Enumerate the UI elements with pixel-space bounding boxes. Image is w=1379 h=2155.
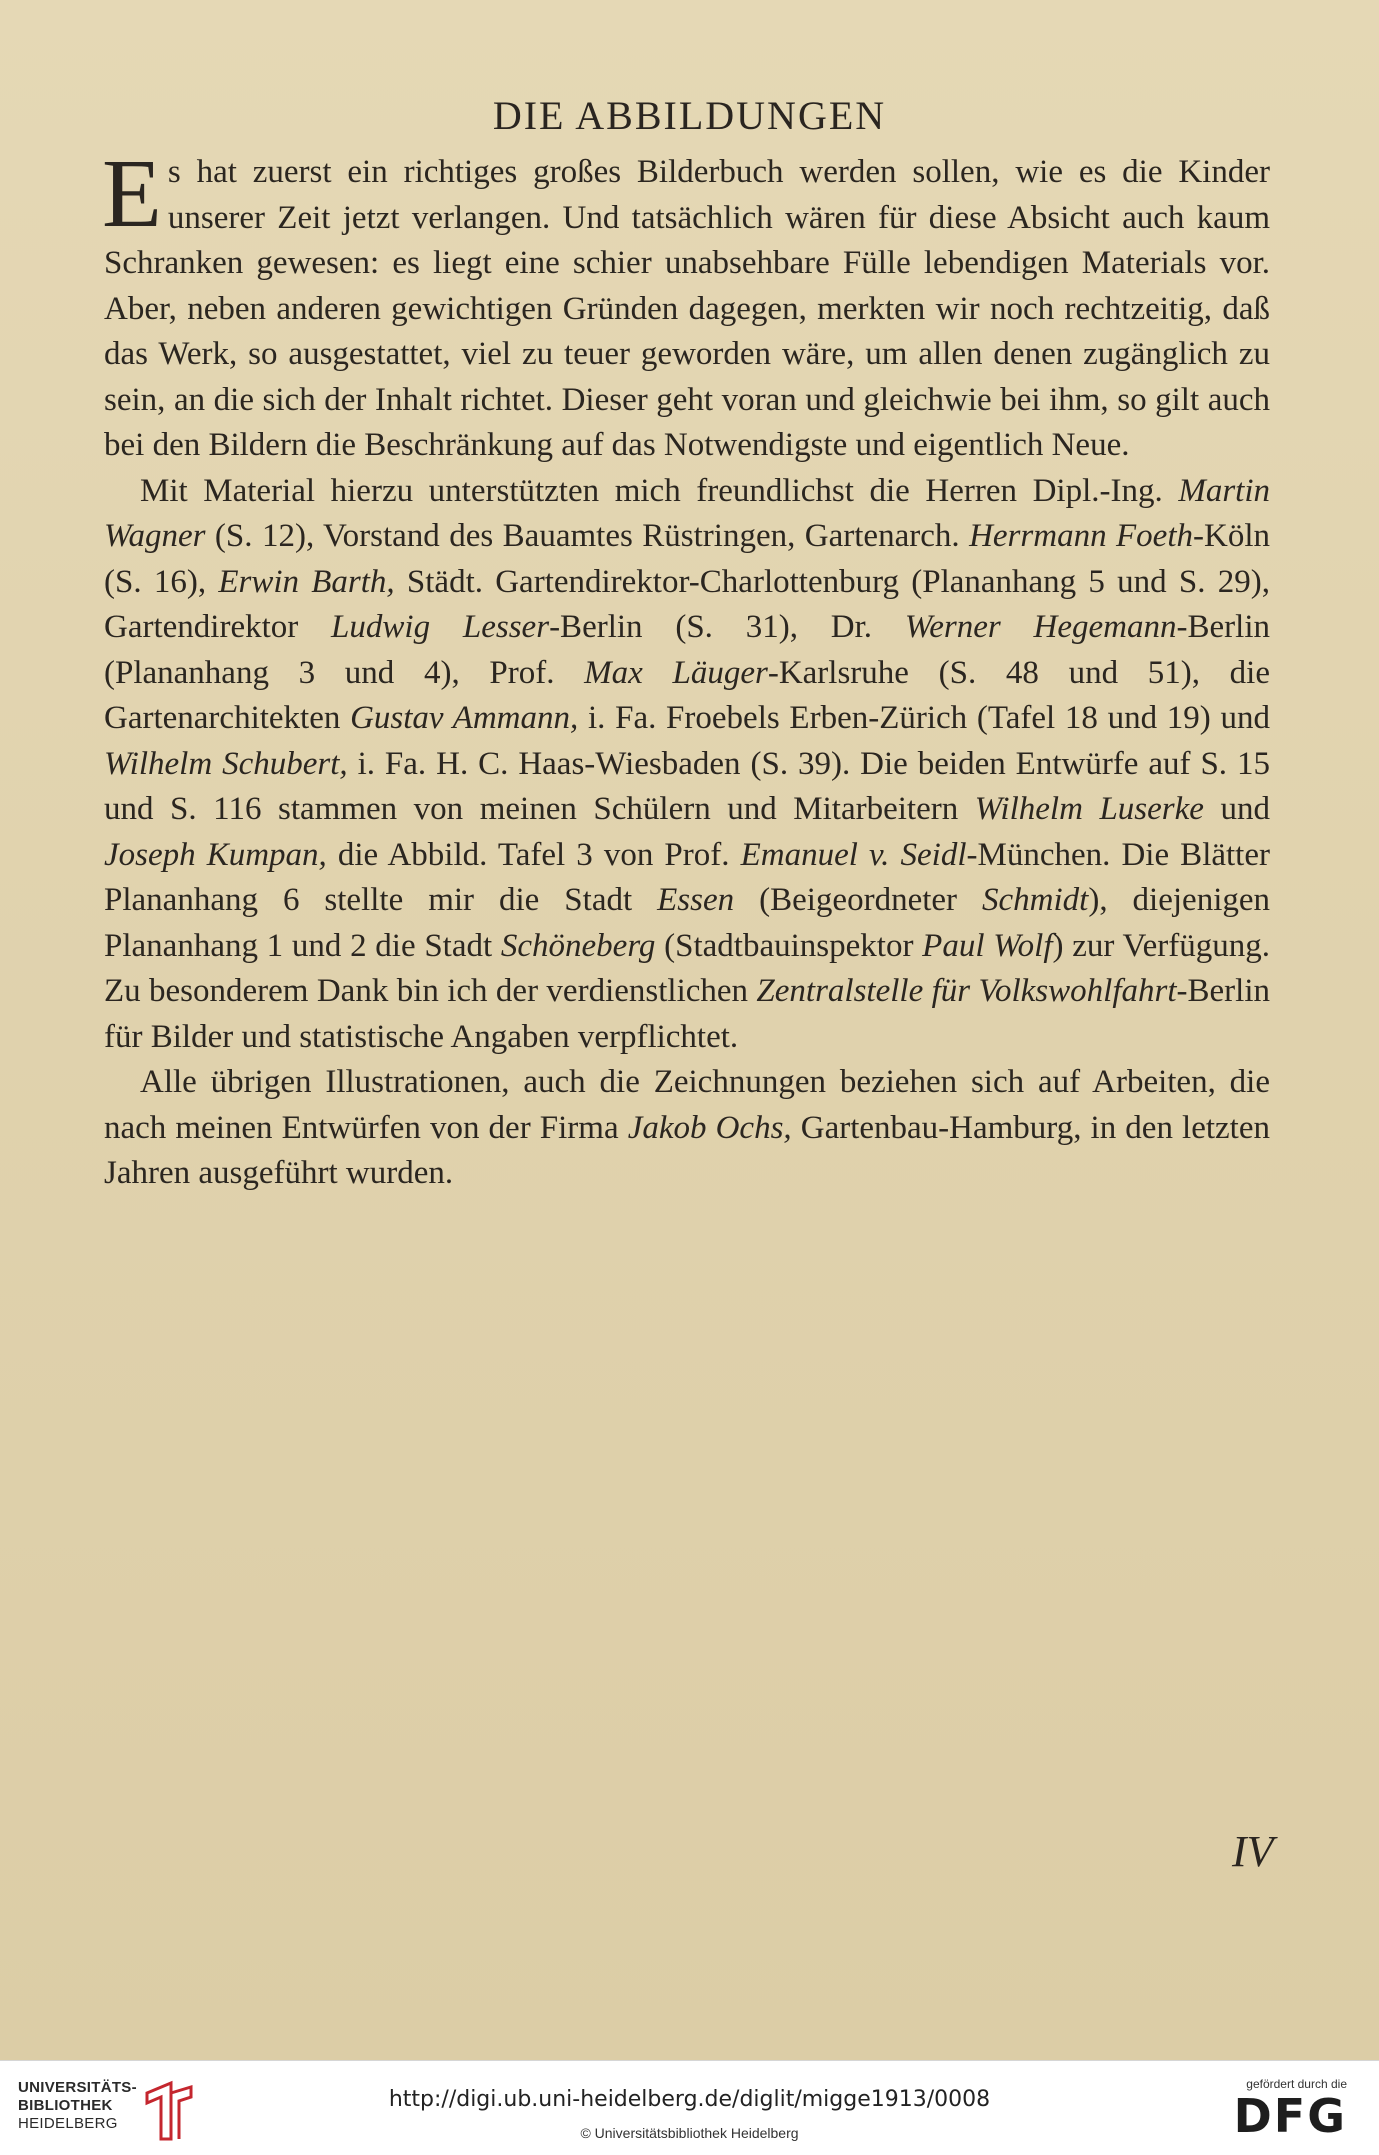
source-url-link[interactable]: http://digi.ub.uni-heidelberg.de/diglit/migge1913/0008 [388, 2087, 991, 2112]
person-name: Emanuel v. Seidl [740, 836, 967, 873]
person-name: Erwin Barth, [218, 563, 395, 600]
page-number: IV [1232, 1827, 1274, 1876]
body-text [102, 140, 1271, 1197]
city-name: Schöneberg [500, 927, 656, 964]
paragraph-2: Mit Material hierzu unterstützten mich freundlichst die Herren Dipl.-Ing. Martin Wagner (S. 12), Vorstand des Bauamtes Rüstringen, Gartenarch. Herrmann Foeth-Köln (S. 16), Erwin Barth, Städt. Gartendirektor-Charlottenburg (Plananhang 5 und S. 29), Gartendirektor Ludwig Lesser-Berlin (S. 31), Dr. Werner Hegemann-Berlin (Plananhang 3 und 4), Prof. Max Läuger-Karlsruhe (S. 48 und 51), die Gartenarchitekten Gustav Ammann, i. Fa. Froebels Erben-Zürich (Tafel 18 und 19) und Wilhelm Schubert, i. Fa. H. C. Haas-Wiesbaden (S. 39). Die beiden Entwürfe auf S. 15 und S. 116 stammen von meinen Schülern und Mitarbeitern Wilhelm Luserke und Joseph Kumpan, die Abbild. Tafel 3 von Prof. Emanuel v. Seidl-München. Die Blätter Plananhang 6 stellte mir die Stadt Essen (Beigeordneter Schmidt), diejenigen Plananhang 1 und 2 die Stadt Schöneberg (Stadtbauinspektor Paul Wolf) zur Verfügung. Zu besonderem Dank bin ich der verdienstlichen Zentralstelle für Volkswohlfahrt-Berlin für Bilder und statistische Angaben verpflichtet. [104, 472, 1271, 1055]
person-name: Wilhelm Schubert, [104, 745, 348, 782]
funder-note: gefördert durch die [1246, 2077, 1347, 2091]
person-name: Ludwig Lesser [331, 609, 550, 645]
page-heading: DIE ABBILDUNGEN [492, 93, 887, 138]
drop-cap: E [102, 140, 162, 248]
person-name: Max Läuger [584, 654, 768, 691]
paragraph-3: Alle übrigen Illustrationen, auch die Zeichnungen beziehen sich auf Arbeiten, die nach meinen Entwürfen von der Firma Jakob Ochs, Gartenbau-Hamburg, in den letzten Jahren ausgeführt wurden. [104, 1064, 1270, 1191]
person-name: Martin Wagner [104, 472, 1270, 554]
person-name: Werner Hegemann [904, 609, 1177, 645]
footer-bar [0, 2060, 1379, 2155]
copyright-text: © Universitätsbibliothek Heidelberg [580, 2125, 799, 2141]
city-name: Essen [657, 882, 735, 918]
library-line-3: HEIDELBERG [18, 2115, 118, 2132]
funder-block [1217, 2077, 1347, 2141]
company-name: Jakob Ochs, [627, 1109, 792, 1146]
person-name: Gustav Ammann, [350, 700, 579, 736]
person-name: Joseph Kumpan, [104, 836, 327, 873]
library-line-2: BIBLIOTHEK [18, 2097, 113, 2114]
person-name: Paul Wolf [922, 927, 1053, 964]
person-name: Herrmann Foeth [969, 518, 1194, 554]
person-name: Schmidt [982, 882, 1089, 918]
paragraph-1: Es hat zuerst ein richtiges großes Bilderbuch werden sollen, wie es die Kinder unserer Zeit jetzt verlangen. Und tatsächlich wären für diese Absicht auch kaum Schranken gewesen: es liegt eine schier unabsehbare Fülle lebendigen Materials vor. Aber, neben anderen gewichtigen Gründen dagegen, merkten wir noch rechtzeitig, daß das Werk, so ausgestattet, viel zu teuer geworden wäre, um allen denen zugänglich zu sein, an die sich der Inhalt richtet. Dieser geht voran und gleichwie bei ihm, so gilt auch bei den Bildern die Beschränkung auf das Notwendigste und eigentlich Neue. [102, 140, 1270, 463]
dfg-logo[interactable]: DFG [1233, 2089, 1347, 2143]
organization-name: Zentralstelle für Volkswohlfahrt [756, 973, 1177, 1009]
library-line-1: UNIVERSITÄTS- [18, 2079, 137, 2096]
person-name: Wilhelm Luserke [974, 791, 1204, 827]
